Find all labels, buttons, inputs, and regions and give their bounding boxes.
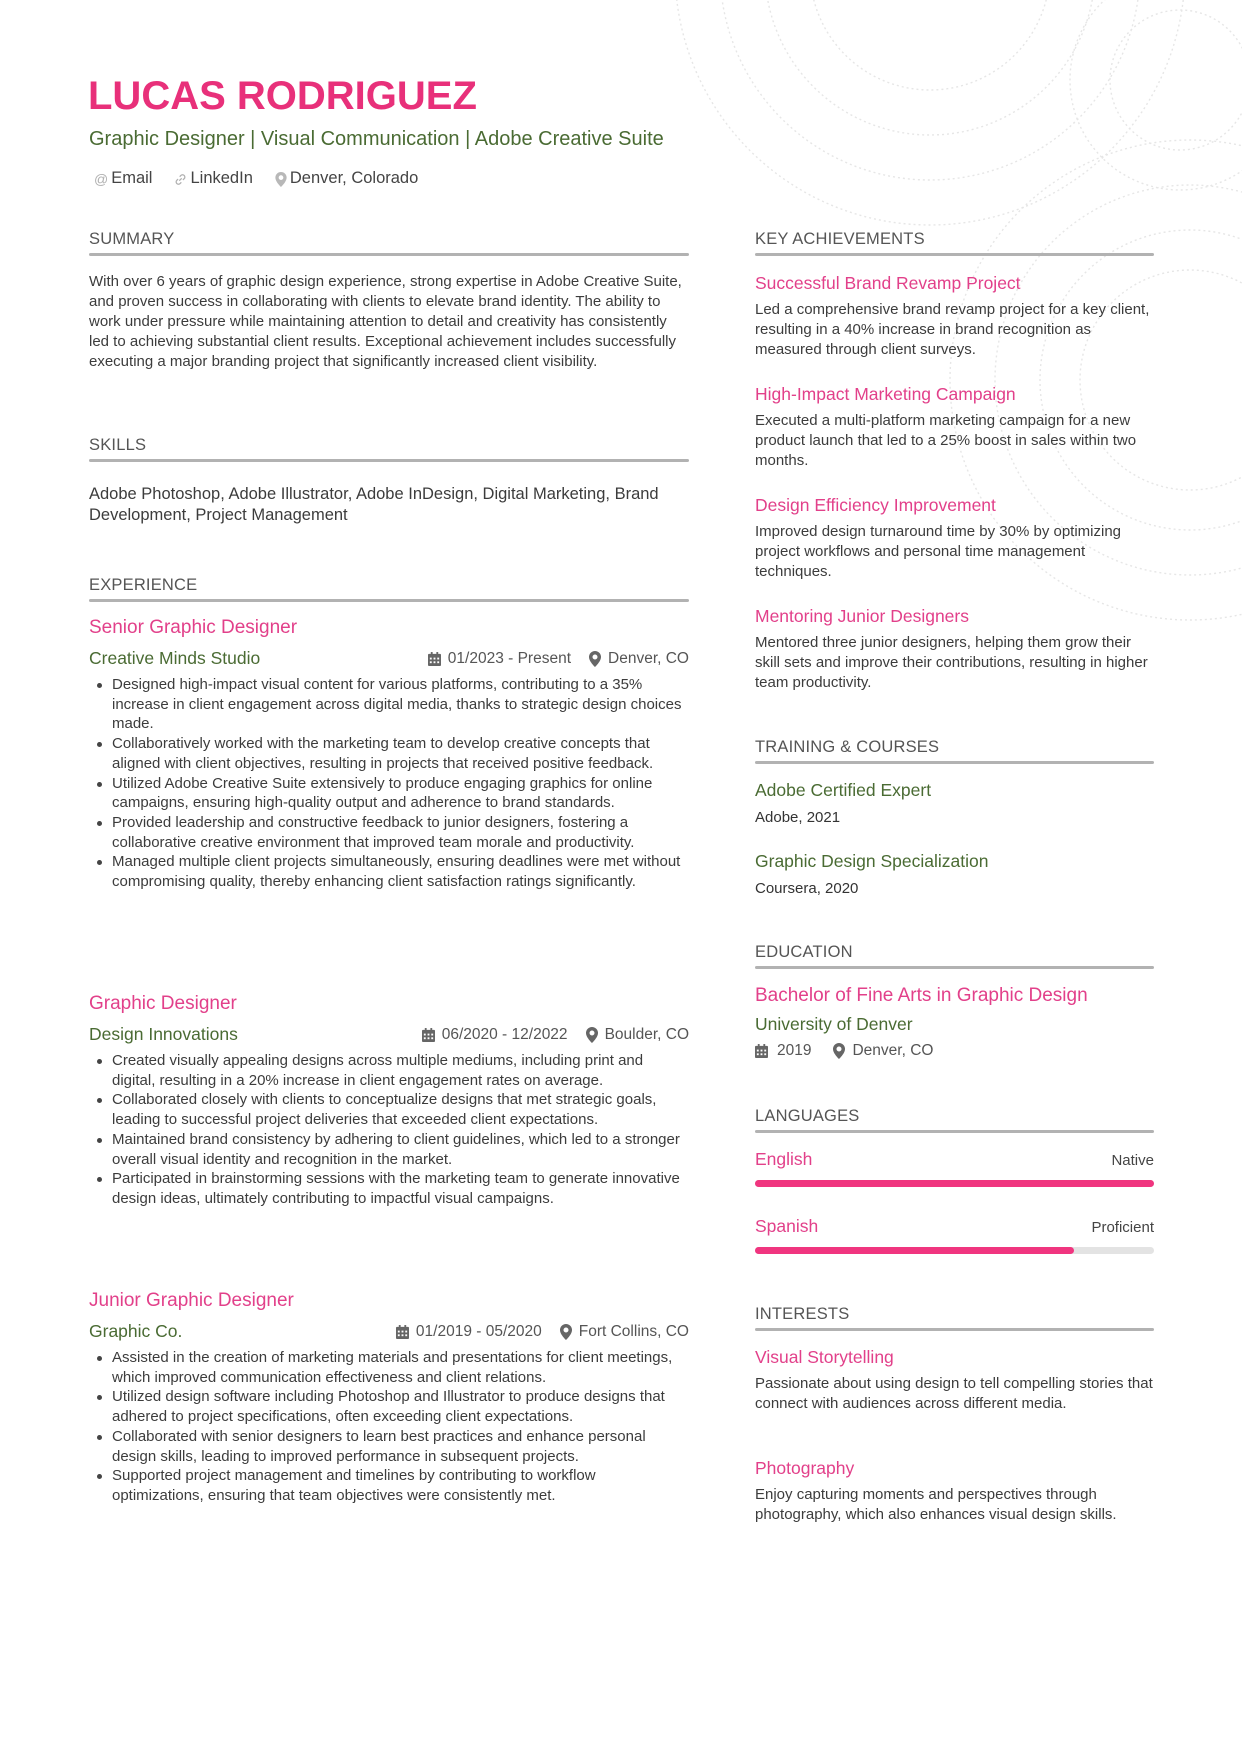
- contact-email[interactable]: [94, 169, 152, 188]
- job-bullet: Collaboratively worked with the marketing team to develop creative concepts that aligned with client objectives, resulting in projects that received positive feedback.: [89, 734, 689, 773]
- course-title: Adobe Certified Expert: [755, 780, 932, 800]
- section-heading-key-achievements: KEY ACHIEVEMENTS: [755, 230, 925, 248]
- job-dates: 01/2023 - Present: [447, 650, 572, 667]
- job-bullet: Created visually appealing designs across multiple mediums, including print and digital, resulting in a 20% increase in client engagement rates on average.: [89, 1051, 689, 1090]
- achievement-text: Executed a multi-platform marketing campaign for a new product launch that led to a 25% boost in sales within two months.: [755, 412, 1137, 469]
- job-bullets: [89, 1051, 689, 1209]
- section-divider: [755, 1130, 1154, 1133]
- section-divider: [89, 253, 689, 256]
- candidate-name: LUCAS RODRIGUEZ: [88, 74, 477, 118]
- job-meta-row: [89, 648, 689, 670]
- job-bullet: Assisted in the creation of marketing materials and presentations for client meetings, which improved communication effectiveness and client relations.: [89, 1348, 689, 1387]
- education-meta: [755, 1042, 933, 1060]
- language-name: Spanish: [755, 1216, 819, 1236]
- interest-title: Photography: [755, 1458, 855, 1478]
- achievement-text: Led a comprehensive brand revamp project for a key client, resulting in a 40% increase in brand recognition as measured through client surveys.: [755, 301, 1150, 358]
- section-heading-interests: INTERESTS: [755, 1305, 850, 1323]
- interest-title: Visual Storytelling: [755, 1347, 894, 1367]
- job-meta-row: [89, 1024, 689, 1046]
- calendar-icon: [396, 1323, 409, 1341]
- contact-location-label: Denver, Colorado: [289, 169, 419, 187]
- job-bullet: Maintained brand consistency by adhering to client guidelines, which led to a stronger overall visual identity and recognition in the market.: [89, 1130, 689, 1169]
- location-pin-icon: [586, 1026, 598, 1044]
- job-bullet: Utilized Adobe Creative Suite extensively to produce engaging graphics for online campaigns, ensuring high-quality output and adherence to brand standards.: [89, 774, 689, 813]
- section-divider: [755, 761, 1154, 764]
- section-heading-skills: SKILLS: [89, 436, 147, 454]
- section-divider: [89, 459, 689, 462]
- interest-text: Enjoy capturing moments and perspectives through photography, which also enhances visual design skills.: [755, 1486, 1117, 1523]
- education-year: 2019: [777, 1042, 812, 1059]
- job-bullet: Collaborated with senior designers to learn best practices and enhance personal design skills, leading to improved performance in subsequent projects.: [89, 1427, 689, 1466]
- calendar-icon: [422, 1026, 435, 1044]
- education-location: Denver, CO: [852, 1042, 934, 1059]
- contact-linkedin[interactable]: [174, 169, 252, 188]
- job-bullets: [89, 1348, 689, 1506]
- contact-location: [275, 169, 418, 188]
- section-divider: [755, 966, 1154, 969]
- calendar-icon: [428, 650, 441, 668]
- company-name: Graphic Co.: [89, 1321, 183, 1341]
- job-bullet: Managed multiple client projects simultaneously, ensuring deadlines were met without compromising quality, thereby enhancing client satisfaction ratings significantly.: [89, 852, 689, 891]
- language-proficiency-bar: [755, 1180, 1154, 1187]
- section-divider: [755, 1328, 1154, 1331]
- job-bullet: Participated in brainstorming sessions with the marketing team to generate innovative design ideas, ultimately contributing to impactful visual campaigns.: [89, 1169, 689, 1208]
- course-provider: Coursera, 2020: [755, 880, 859, 897]
- language-level: Proficient: [1091, 1219, 1154, 1236]
- summary-text: With over 6 years of graphic design experience, strong expertise in Adobe Creative Suite, and proven success in collaborating with clients to elevate brand identity. The ability to work under pressure while maintaining attention to detail and creativity has consistently led to achieving substantial client results. Exceptional achievement includes successfully executing a major branding project that significantly increased client visibility.: [89, 273, 682, 370]
- skills-text: Adobe Photoshop, Adobe Illustrator, Adobe InDesign, Digital Marketing, Brand Development, Project Management: [89, 485, 659, 524]
- course-title: Graphic Design Specialization: [755, 851, 989, 871]
- section-heading-summary: SUMMARY: [89, 230, 175, 248]
- achievement-text: Improved design turnaround time by 30% by optimizing project workflows and personal time management techniques.: [755, 523, 1122, 580]
- section-heading-education: EDUCATION: [755, 943, 853, 961]
- job-location: Denver, CO: [608, 650, 689, 667]
- job-meta-row: [89, 1321, 689, 1343]
- section-divider: [755, 253, 1154, 256]
- contact-linkedin-label[interactable]: LinkedIn: [190, 169, 253, 187]
- at-icon: @: [94, 170, 109, 187]
- contact-row: [94, 169, 418, 188]
- job-dates: 01/2019 - 05/2020: [415, 1323, 542, 1340]
- job-bullet: Designed high-impact visual content for various platforms, contributing to a 35% increase in client engagement across digital media, thanks to strategic design choices made.: [89, 675, 689, 734]
- school-name: University of Denver: [755, 1014, 913, 1034]
- job-location: Fort Collins, CO: [578, 1323, 689, 1340]
- headline: Graphic Designer | Visual Communication | Adobe Creative Suite: [89, 128, 664, 150]
- language-name: English: [755, 1149, 813, 1169]
- company-name: Creative Minds Studio: [89, 648, 261, 668]
- language-proficiency-fill: [755, 1247, 1074, 1254]
- link-icon: [174, 171, 187, 187]
- job-bullet: Supported project management and timelines by contributing to workflow optimizations, ensuring that team objectives were consistently met.: [89, 1466, 689, 1505]
- interest-text: Passionate about using design to tell compelling stories that connect with audiences across different media.: [755, 1375, 1153, 1412]
- achievement-text: Mentored three junior designers, helping them grow their skill sets and improve their contributions, resulting in higher team productivity.: [755, 634, 1148, 691]
- contact-email-label[interactable]: Email: [111, 169, 153, 187]
- course-provider: Adobe, 2021: [755, 809, 841, 826]
- achievement-title: Mentoring Junior Designers: [755, 606, 969, 626]
- company-name: Design Innovations: [89, 1024, 238, 1044]
- location-pin-icon: [560, 1323, 572, 1341]
- achievement-title: Successful Brand Revamp Project: [755, 273, 1021, 293]
- job-location: Boulder, CO: [604, 1026, 689, 1043]
- section-heading-languages: LANGUAGES: [755, 1107, 860, 1125]
- job-bullet: Provided leadership and constructive feedback to junior designers, fostering a collaborative creative environment that improved team morale and productivity.: [89, 813, 689, 852]
- section-divider: [89, 599, 689, 602]
- degree-title: Bachelor of Fine Arts in Graphic Design: [755, 985, 1088, 1006]
- calendar-icon: [755, 1042, 768, 1060]
- language-level: Native: [1111, 1152, 1154, 1169]
- job-title: Graphic Designer: [89, 993, 237, 1014]
- job-dates: 06/2020 - 12/2022: [441, 1026, 568, 1043]
- language-proficiency-fill: [755, 1180, 1154, 1187]
- job-bullets: [89, 675, 689, 892]
- section-heading-experience: EXPERIENCE: [89, 576, 198, 594]
- job-bullet: Collaborated closely with clients to conceptualize designs that met strategic goals, leading to successful project deliveries that exceeded client expectations.: [89, 1090, 689, 1129]
- location-pin-icon: [275, 170, 287, 187]
- job-title: Junior Graphic Designer: [89, 1290, 294, 1311]
- job-title: Senior Graphic Designer: [89, 617, 298, 638]
- job-bullet: Utilized design software including Photoshop and Illustrator to produce designs that adhered to project specifications, often exceeding client expectations.: [89, 1387, 689, 1426]
- section-heading-training: TRAINING & COURSES: [755, 738, 940, 756]
- achievement-title: Design Efficiency Improvement: [755, 495, 996, 515]
- achievement-title: High-Impact Marketing Campaign: [755, 384, 1016, 404]
- location-pin-icon: [833, 1042, 845, 1060]
- language-proficiency-bar: [755, 1247, 1154, 1254]
- location-pin-icon: [589, 650, 601, 668]
